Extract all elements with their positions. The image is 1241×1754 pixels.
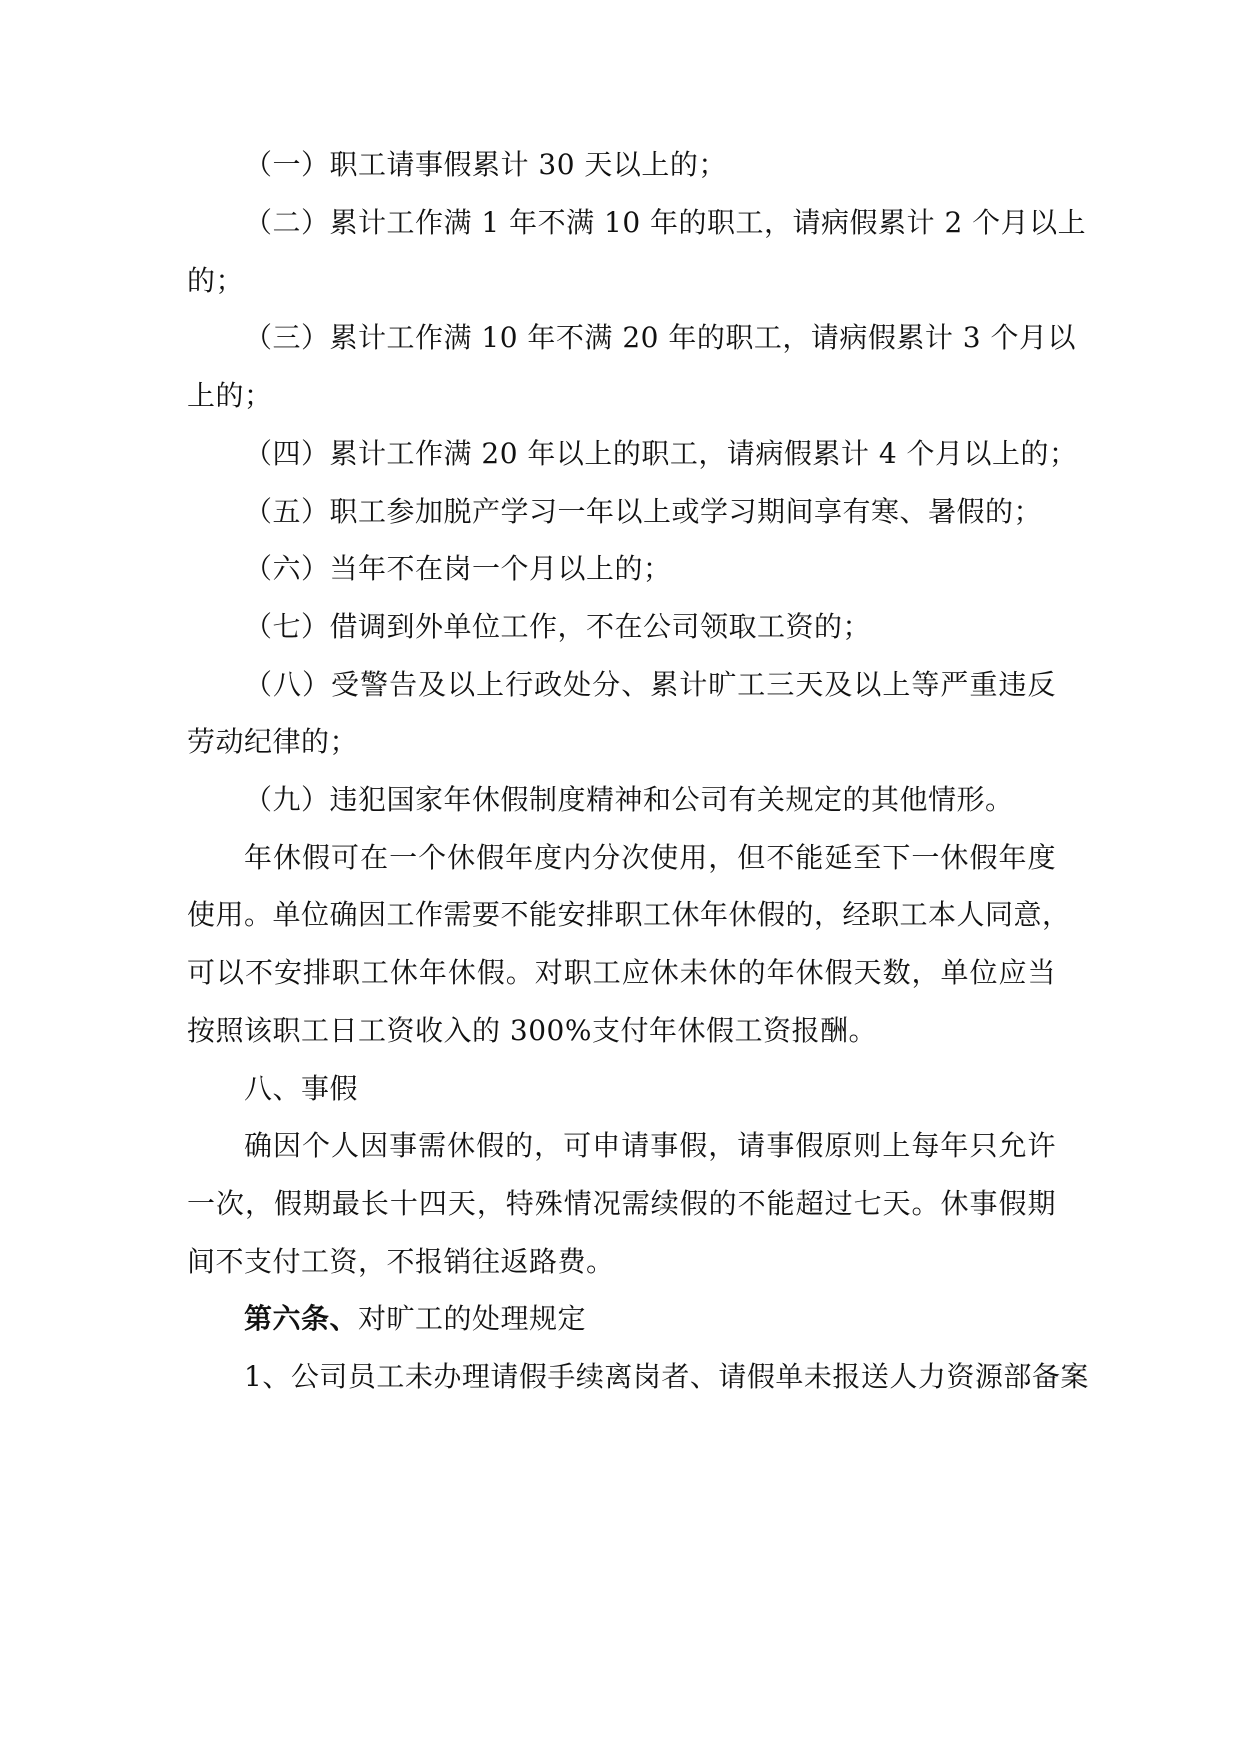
list-item-1: （一）职工请事假累计 30 天以上的；	[244, 148, 727, 181]
article-number: 第六条、	[244, 1302, 359, 1335]
annual-leave-paragraph-line-1: 年休假可在一个休假年度内分次使用，但不能延至下一休假年度	[244, 841, 1056, 874]
annual-leave-paragraph-line-4: 按照该职工日工资收入的 300%支付年休假工资报酬。	[187, 1014, 877, 1047]
list-item-6: （六）当年不在岗一个月以上的；	[244, 552, 672, 585]
annual-leave-paragraph-line-3: 可以不安排职工休年休假。对职工应休未休的年休假天数，单位应当	[187, 956, 1056, 989]
list-item-3-line-2: 上的；	[187, 379, 273, 412]
section-heading-personal-leave: 八、事假	[244, 1072, 359, 1105]
article-heading	[244, 1301, 586, 1337]
rule-item-1: 1、公司员工未办理请假手续离岗者、请假单未报送人力资源部备案	[244, 1360, 1089, 1393]
list-item-5: （五）职工参加脱产学习一年以上或学习期间享有寒、暑假的；	[244, 495, 1043, 528]
list-item-2-line-2: 的；	[187, 264, 245, 297]
list-item-4: （四）累计工作满 20 年以上的职工，请病假累计 4 个月以上的；	[244, 437, 1078, 470]
personal-leave-paragraph-line-3: 间不支付工资，不报销往返路费。	[187, 1245, 615, 1278]
list-item-3-line-1: （三）累计工作满 10 年不满 20 年的职工，请病假累计 3 个月以	[244, 321, 1076, 354]
list-item-8-line-2: 劳动纪律的；	[187, 725, 359, 758]
list-item-2-line-1: （二）累计工作满 1 年不满 10 年的职工，请病假累计 2 个月以上	[244, 206, 1087, 239]
annual-leave-paragraph-line-2: 使用。单位确因工作需要不能安排职工休年休假的，经职工本人同意，	[187, 898, 1071, 931]
list-item-8-line-1: （八）受警告及以上行政处分、累计旷工三天及以上等严重违反	[244, 668, 1056, 701]
list-item-9: （九）违犯国家年休假制度精神和公司有关规定的其他情形。	[244, 783, 1014, 816]
personal-leave-paragraph-line-2: 一次，假期最长十四天，特殊情况需续假的不能超过七天。休事假期	[187, 1187, 1056, 1220]
article-title: 对旷工的处理规定	[358, 1302, 587, 1335]
personal-leave-paragraph-line-1: 确因个人因事需休假的，可申请事假，请事假原则上每年只允许	[244, 1129, 1056, 1162]
list-item-7: （七）借调到外单位工作，不在公司领取工资的；	[244, 610, 872, 643]
